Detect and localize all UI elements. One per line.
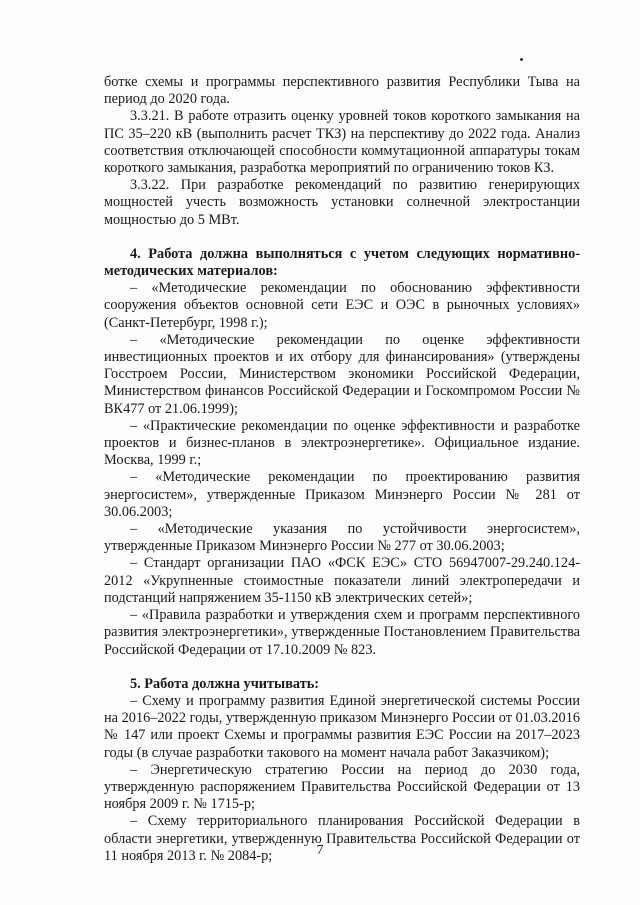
paragraph-continuation: ботке схемы и программы перспективного развития Республики Тыва на период до 2020 года. [104, 74, 580, 108]
page-number: 7 [316, 843, 324, 858]
list-item: – «Методические рекомендации по оценке эффективности инвестиционных проектов и их отбору для финансирования» (утверждены Госстроем России, Министерством экономики Российской Федерации, Министерством финансов Российской Федерации и Госкомпромом России № ВК477 от 21.06.1999); [104, 331, 580, 417]
list-item: – Схему и программу развития Единой энергетической системы России на 2016–2022 годы, утвержденную приказом Минэнерго России от 01.03.2016 № 147 или проект Схемы и программы развития ЕЭС России на 2017–2023 годы (в случае разработки такового на момент начала работ Заказчиком); [104, 692, 580, 761]
list-item: – «Методические указания по устойчивости энергосистем», утвержденные Приказом Минэнерго России № 277 от 30.06.2003; [104, 521, 580, 555]
list-item: – «Практические рекомендации по оценке эффективности и разработке проектов и бизнес-планов в электроэнергетике». Официальное издание. Москва, 1999 г.; [104, 417, 580, 469]
list-item: – Энергетическую стратегию России на период до 2030 года, утвержденную распоряжением Правительства Российской Федерации от 13 ноября 2009 г. № 1715-р; [104, 761, 580, 813]
list-item: – «Методические рекомендации по обоснованию эффективности сооружения объектов основной сети ЕЭС и ОЭС в рыночных условиях» (Санкт-Петербург, 1998 г.); [104, 280, 580, 331]
scan-speck [520, 58, 523, 61]
section-4-heading: 4. Работа должна выполняться с учетом следующих нормативно-методических материалов: [104, 245, 580, 280]
page-body [104, 74, 580, 865]
section-5-heading: 5. Работа должна учитывать: [130, 675, 320, 692]
paragraph-3-3-22: 3.3.22. При разработке рекомендаций по развитию генерирующих мощностей учесть возможность установки солнечной электростанции мощностью до 5 МВт. [104, 177, 580, 228]
list-item: – Стандарт организации ПАО «ФСК ЕЭС» СТО 56947007-29.240.124-2012 «Укрупненные стоимостные показатели линий электропередачи и подстанций напряжением 35-1150 кВ электрических сетей»; [104, 555, 580, 606]
list-item: – «Методические рекомендации по проектированию развития энергосистем», утвержденные Приказом Минэнерго России № 281 от 30.06.2003; [104, 469, 580, 520]
list-item: – Схему территориального планирования Российской Федерации в области энергетики, утвержденную Правительства Российской Федерации от 11 ноября 2013 г. № 2084-р; [104, 813, 580, 864]
paragraph-3-3-21: 3.3.21. В работе отразить оценку уровней токов короткого замыкания на ПС 35–220 кВ (выполнить расчет ТКЗ) на перспективу до 2022 года. Анализ соответствия отключающей способности коммутационной аппаратуры токам короткого замыкания, разработка мероприятий по ограничению токов КЗ. [104, 108, 580, 177]
list-item: – «Правила разработки и утверждения схем и программ перспективного развития электроэнергетики», утвержденные Постановлением Правительства Российской Федерации от 17.10.2009 № 823. [104, 607, 580, 658]
